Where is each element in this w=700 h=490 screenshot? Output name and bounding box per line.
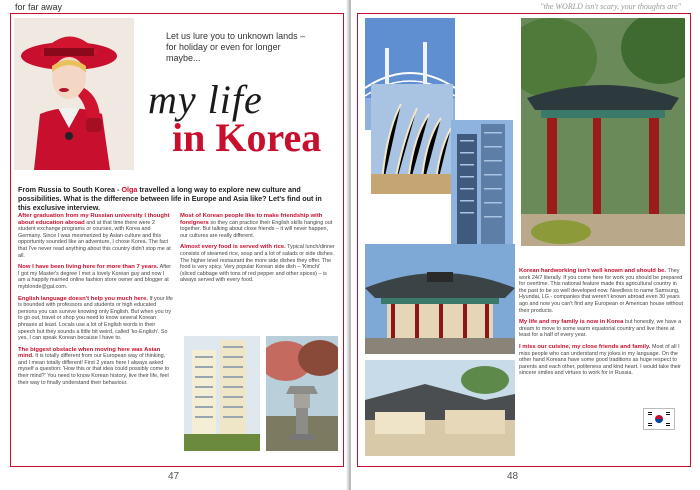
glass-towers-image (451, 120, 513, 246)
paragraph (519, 319, 685, 339)
stone-lantern-image (266, 336, 338, 451)
apartment-towers-image (184, 336, 260, 451)
paragraph-body: but honestly, we have a dream to move to some warm equatorial country and live there at least for a half of every year. (519, 319, 682, 339)
paragraph-heading: After graduation from my Russian university I thought about education abroad (18, 213, 170, 226)
paragraph (18, 264, 173, 290)
page-number: 48 (507, 471, 519, 482)
paragraph-heading: Almost every food is served with rice. (180, 244, 286, 251)
paragraph-body: After I got my Master's degree I met a lovely Korean guy and now I am a happily married online fashion store owner and blogger at myblonde@gal.com. (18, 264, 172, 290)
paragraph (180, 244, 336, 284)
intro-lead: From Russia to South Korea - (18, 185, 122, 194)
paragraph (18, 347, 173, 387)
paragraph-body: so they can practice their English skills hanging out together. But talking about close friends – it will never happen, our cultures are really different. (180, 219, 333, 239)
grass-field-image (371, 84, 453, 194)
paragraph-body: Most of all I miss people who can understand my jokes in my language. On the other hand Koreans have some good traditions as huge respect to parents and each other, politeness and kind heart. I would take their sincere smiles and virtues to work for in Russia. (519, 343, 681, 377)
column-three (519, 268, 685, 382)
paragraph (519, 268, 685, 314)
header-quote: "the WORLD isn't scary, your thoughts are" (537, 2, 684, 11)
paragraph-body: and at that time there were 2 student exchange programs or courses, with Korea and Germany. Since I was mesmerized by Asian culture and this opportunity sounded like an adventure, I chose Korea. The fact that I've never read anything about this country didn't stop me at all. (18, 219, 171, 259)
paragraph-heading: Most of Korean people like to make friendship with foreigners (180, 213, 323, 226)
silver-grass-photo (371, 84, 453, 194)
temple-photo (365, 244, 515, 354)
paragraph-heading: Now I have been living here for more than 7 years. (18, 264, 159, 271)
column-one (18, 213, 173, 391)
paragraph-heading: My life and my family is now in Korea (519, 319, 624, 326)
paragraph-heading: I miss our cuisine, my close friends and family. (519, 343, 651, 350)
village-street-image (365, 360, 515, 456)
paragraph (180, 213, 336, 239)
palace-gate-photo (521, 18, 685, 246)
temple-lantern-photo (266, 336, 338, 451)
intro-rest: travelled a long way to explore new culture and possibilities. What is the difference between life in Europe and Asia like? Let's find out in this exclusive interview. (18, 185, 322, 212)
skyscrapers-photo (451, 120, 513, 246)
intro-paragraph (18, 185, 336, 212)
paragraph-body: Typical lunch/dinner consists of steamed rice, soup and a lot of salads or side dishes. The higher level restaurant the more side dishes they offer. The food is very spicy. Very popular Korean side dish – 'Kimchi' (sliced cabbage with tons of red pepper and other spices) – is always served with every food. (180, 244, 335, 284)
lure-text: Let us lure you to unknown lands – for holiday or even for longer maybe... (166, 31, 306, 63)
title-in-korea: in Korea (172, 115, 322, 160)
paragraph (519, 344, 685, 377)
title-my-life: my life (148, 77, 263, 122)
paragraph-heading: English language doesn't help you much here. (18, 295, 149, 302)
korean-palace-image (521, 18, 685, 246)
korean-temple-image (365, 244, 515, 354)
paragraph-heading: The biggest obstacle when moving here was Asian mind. (18, 346, 161, 360)
column-two (180, 213, 336, 289)
paragraph (18, 296, 173, 342)
left-page (0, 0, 348, 490)
woman-red-hat-image (14, 18, 134, 170)
paragraph-body: It is totally different from our European way of thinking, and I mean totally different! First 2 years here I always asked myself a question: 'How this or that idea could possibly come to their mind?' You need to know Korean history, live their life, feel their way to finally understand their behaviour. (18, 353, 170, 386)
hanok-village-photo (365, 360, 515, 456)
paragraph-heading: Korean hardworking isn't well known and should be. (519, 268, 667, 274)
page-number: 47 (168, 471, 180, 482)
taegukgi-icon (644, 409, 674, 429)
korean-flag (643, 408, 675, 430)
intro-name: Olga (121, 185, 138, 194)
paragraph-body: They work 24/7 literally. If you come here for work you should be prepared for overtime. This national feature made this agricultural country in the past to be so well developed now. Needless to name Samsung, Hyundai, LG - companies that weren't known abroad even 30 years ago and now you can't find any European or American house without their products. (519, 268, 684, 314)
section-tag: for far away (12, 2, 65, 12)
apartments-photo (184, 336, 260, 451)
paragraph-body: If your life is bounded with professors and students or high educated persons you can survive knowing only English. But when you try to go out, travel or shop you need to know several Korean phrases at least. Locals use a lot of English words in their speech but they sounds a little bit weird, called 'ko-English'. So yes, I can speak Korean because I have to. (18, 295, 173, 342)
portrait-photo (14, 18, 134, 170)
right-page (351, 0, 700, 490)
paragraph (18, 213, 173, 259)
